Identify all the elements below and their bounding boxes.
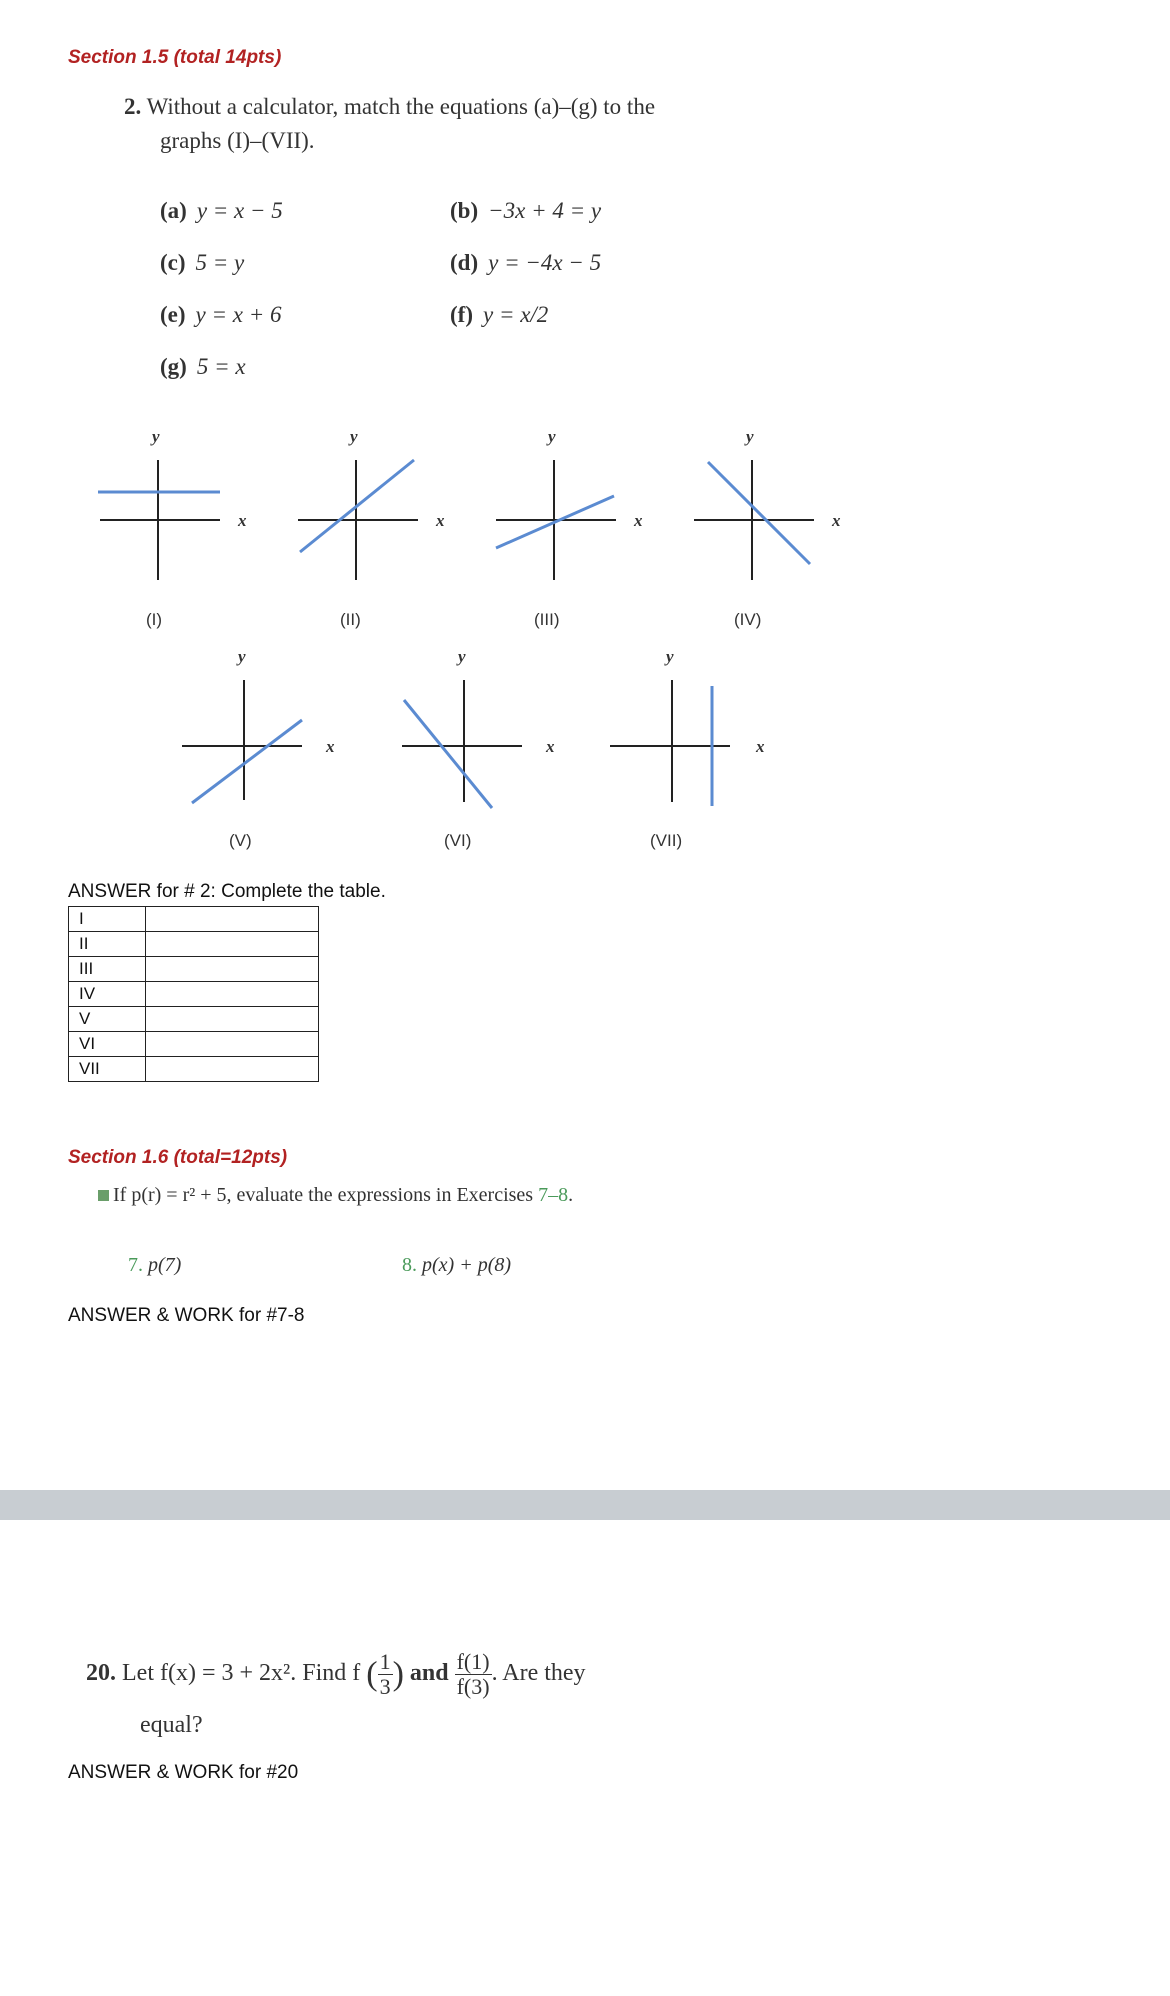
- answer-20-label: ANSWER & WORK for #20: [68, 1762, 299, 1783]
- graph-VII-y-label: y: [666, 647, 674, 666]
- exercise-7-expr: p(7): [148, 1254, 182, 1276]
- table-row: [69, 957, 319, 982]
- graph-II: [288, 420, 468, 640]
- answer-7-8-label: ANSWER & WORK for #7-8: [68, 1305, 305, 1326]
- roman-cell: VII: [69, 1057, 146, 1082]
- graph-VI: [392, 640, 572, 860]
- equation-d: (d) y = −4x − 5: [450, 250, 602, 275]
- graph-III-x-label: x: [634, 511, 643, 530]
- exercise-7: [128, 1254, 181, 1277]
- problem-20-and: and: [409, 1660, 449, 1687]
- graph-VI-x-label: x: [546, 737, 555, 756]
- section-1-5-heading: Section 1.5 (total 14pts): [68, 47, 282, 68]
- table-row: [69, 932, 319, 957]
- section-1-6-intro: If p(r) = r² + 5, evaluate the expressions in Exercises 7–8.: [98, 1184, 573, 1207]
- graph-VI-label: (VI): [444, 831, 472, 850]
- answer-cell[interactable]: [146, 982, 319, 1007]
- graph-I-x-label: x: [238, 511, 247, 530]
- answer-cell[interactable]: [146, 1057, 319, 1082]
- graph-III-y-label: y: [548, 427, 556, 446]
- answer-cell[interactable]: [146, 957, 319, 982]
- graph-IV-x-label: x: [832, 511, 841, 530]
- equation-a: (a) y = x − 5: [160, 198, 283, 223]
- page-divider: [0, 1490, 1170, 1520]
- graph-VII: [600, 640, 780, 860]
- graph-IV-y-label: y: [746, 427, 754, 446]
- problem-2-number: 2.: [124, 94, 142, 119]
- problem-20-text-c: equal?: [140, 1712, 203, 1738]
- answer-cell[interactable]: [146, 1032, 319, 1057]
- roman-cell: I: [69, 907, 146, 932]
- problem-20: [86, 1650, 586, 1699]
- problem-2-line2: graphs (I)–(VII).: [160, 128, 315, 153]
- exercise-7-number: 7.: [128, 1254, 143, 1276]
- exercise-8-number: 8.: [402, 1254, 417, 1276]
- roman-cell: III: [69, 957, 146, 982]
- problem-2-text: [124, 90, 655, 124]
- fraction-f1-f3: $\frac{f(1)}{f(3)}$: [456, 1649, 490, 1699]
- table-row: [69, 982, 319, 1007]
- answer-table: [68, 906, 319, 1082]
- graph-VII-x-label: x: [756, 737, 765, 756]
- graph-V-label: (V): [229, 831, 252, 850]
- table-row: [69, 907, 319, 932]
- section-1-6-heading: Section 1.6 (total=12pts): [68, 1147, 288, 1168]
- graph-III-label: (III): [534, 610, 560, 629]
- graph-I: [90, 420, 270, 640]
- graph-IV: [684, 420, 864, 640]
- problem-20-number: 20.: [86, 1660, 116, 1687]
- graph-II-x-label: x: [436, 511, 445, 530]
- roman-cell: VI: [69, 1032, 146, 1057]
- answer-cell[interactable]: [146, 907, 319, 932]
- equation-e: (e) y = x + 6: [160, 302, 282, 327]
- exercise-range-link[interactable]: 7–8: [538, 1184, 569, 1206]
- table-row: [69, 1007, 319, 1032]
- square-bullet-icon: [98, 1190, 109, 1201]
- right-paren: ): [392, 1655, 404, 1693]
- graph-VI-y-label: y: [458, 647, 466, 666]
- roman-cell: IV: [69, 982, 146, 1007]
- roman-cell: V: [69, 1007, 146, 1032]
- table-row: [69, 1032, 319, 1057]
- roman-cell: II: [69, 932, 146, 957]
- fraction-one-third: $\frac{1}{3}$: [379, 1649, 391, 1699]
- table-row: [69, 1057, 319, 1082]
- problem-20-text-b: . Are they: [491, 1660, 586, 1687]
- equation-c: (c) 5 = y: [160, 250, 245, 275]
- graph-V-y-label: y: [238, 647, 246, 666]
- equation-g: (g) 5 = x: [160, 354, 246, 379]
- graph-II-y-label: y: [350, 427, 358, 446]
- graph-IV-label: (IV): [734, 610, 762, 629]
- graph-II-label: (II): [340, 610, 361, 629]
- graph-V-x-label: x: [326, 737, 335, 756]
- exercise-8: [402, 1254, 511, 1277]
- problem-2-line1: Without a calculator, match the equations (a)–(g) to the: [146, 94, 656, 119]
- answer-cell[interactable]: [146, 1007, 319, 1032]
- graph-I-y-label: y: [152, 427, 160, 446]
- equation-f: (f) y = x/2: [450, 302, 549, 327]
- equation-b: (b) −3x + 4 = y: [450, 198, 602, 223]
- answer-cell[interactable]: [146, 932, 319, 957]
- exercise-8-expr: p(x) + p(8): [422, 1254, 512, 1276]
- graph-V: [172, 640, 352, 860]
- left-paren: (: [366, 1655, 378, 1693]
- answer-2-label: ANSWER for # 2: Complete the table.: [68, 881, 386, 902]
- graph-III: [486, 420, 666, 640]
- problem-20-text-a: Let f(x) = 3 + 2x². Find f: [122, 1660, 361, 1687]
- graph-VII-label: (VII): [650, 831, 683, 850]
- graph-I-label: (I): [146, 610, 163, 629]
